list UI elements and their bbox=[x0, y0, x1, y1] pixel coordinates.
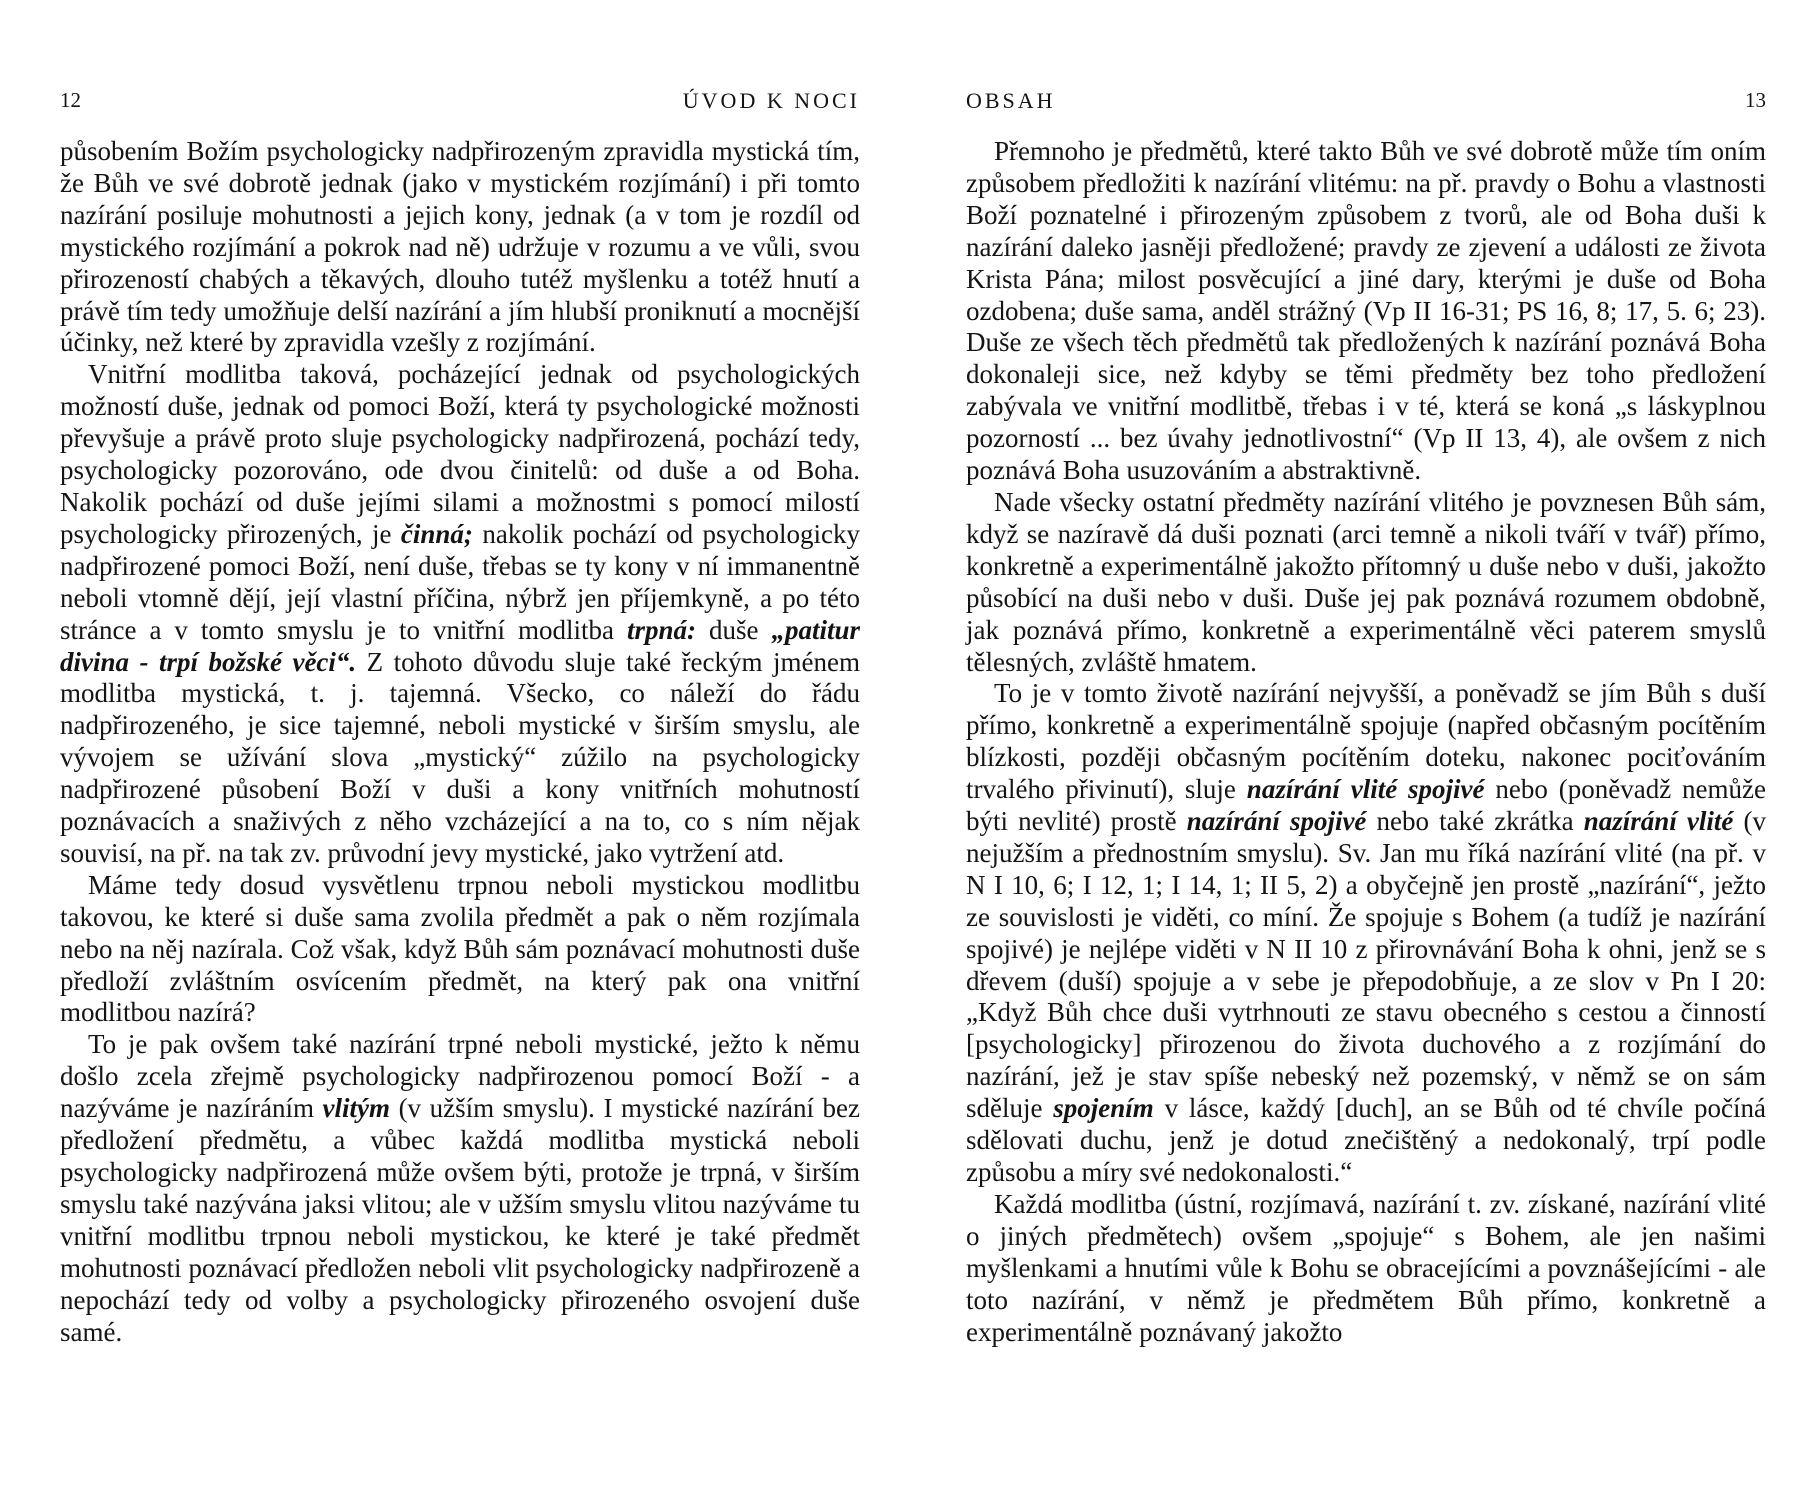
right-page bbox=[966, 0, 1766, 1500]
text-segment: v lásce, každý [duch], an se Bůh od té chvíle počíná sdělovati duchu, jenž je dotud znečištěný a nedokonalý, trpí podle způsobu a míry své nedokonalosti.“ bbox=[966, 1093, 1766, 1187]
page-body-text bbox=[60, 136, 860, 1348]
text-segment: To je v tomto životě nazírání nejvyšší, a poněvadž se jím Bůh s duší přímo, konkretně a experimentálně spojuje (napřed občasným pocítěním blízkosti, později občasným pocítěním doteku, nakonec pociťováním trvalého přivinutí), sluje bbox=[966, 678, 1766, 805]
text-segment: nebo také zkrátka bbox=[1366, 806, 1584, 837]
text-segment: (v nejužším a přednostním smyslu). Sv. Jan mu říká nazírání vlité (na př. v N I 10, 6; I 12, 1; I 14, 1; II 5, 2) a obyčejně jen prostě „nazírání“, ježto ze souvislosti je viděti, co míní. Že spojuje s Bohem (a tudíž je nazírání spojivé) je nejlépe viděti v N II 10 z přirovnávání Boha k ohni, jenž se s dřevem (duší) spojuje a v sebe je přepodobňuje, a ze slov v Pn I 20: „Když Bůh chce duši vytrhnouti ze stavu obecného s cestou a činností [psychologicky] přirozenou do života duchového a z rozjímání do nazírání, jež je stav spíše nebeský než pozemský, v němž se on sám sděluje bbox=[966, 806, 1767, 1124]
text-segment: Přemnoho je předmětů, které takto Bůh ve své dobrotě může tím oním způsobem předložiti k nazírání vlitému: na př. pravdy o Bohu a vlastnosti Boží poznatelné i přirozeným způsobem z tvorů, ale od Boha duši k nazírání daleko jasněji předložené; pravdy ze zjevení a události ze života Krista Pána; milost posvěcující a jiné dary, kterými je duše od Boha ozdobena; duše sama, anděl strážný (Vp II 16-31; PS 16, 8; 17, 5. 6; 23). Duše ze všech těch předmětů tak předložených k nazírání poznává Boha dokonaleji sice, než kdyby se těmi předměty bez toho předložení zabývala ve vnitřní modlitbě, třebas i v té, která se koná „s láskyplnou pozorností ... bez úvahy jednotlivostní“ (Vp II 13, 4), ale ovšem z nich poznává Boha usuzováním a abstraktivně. bbox=[966, 136, 1766, 486]
running-title: ÚVOD K NOCI bbox=[682, 88, 860, 113]
emphasis-text: trpná: bbox=[626, 614, 696, 645]
paragraph bbox=[60, 870, 860, 1030]
page-body-text bbox=[966, 136, 1766, 1348]
running-head bbox=[966, 88, 1766, 118]
paragraph bbox=[60, 359, 860, 870]
page-number: 12 bbox=[60, 88, 81, 112]
text-segment: působením Božím psychologicky nadpřirozeným zpravidla mystická tím, že Bůh ve své dobrotě jednak (jako v mystickém rozjímání) i při tomto nazírání posiluje mohutnosti a jejich kony, jednak (a v tom je rozdíl od mystického rozjímání a pokrok nad ně) udržuje v rozumu a ve vůli, svou přirozeností chabých a těkavých, dlouho tutéž myšlenku a totéž hnutí a právě tím tedy umožňuje delší nazírání a jím hlubší proniknutí a mocnější účinky, než které by zpravidla vzešly z rozjímání. bbox=[60, 136, 860, 358]
paragraph bbox=[966, 678, 1766, 1189]
emphasis-text: nazírání vlité bbox=[1583, 806, 1734, 837]
text-segment: To je pak ovšem také nazírání trpné neboli mystické, ježto k němu došlo zcela zřejmě psychologicky nadpřirozenou pomocí Boží - a nazýváme je nazíráním bbox=[60, 1029, 860, 1124]
text-segment: nebo (poněvadž nemůže býti nevlité) prostě bbox=[966, 774, 1767, 837]
text-segment: Vnitřní modlitba taková, pocházející jednak od psychologických možností duše, jednak od pomoci Boží, která ty psychologické možnosti převyšuje a právě proto sluje psychologicky nadpřirozená, pochází tedy, psychologicky pozorováno, ode dvou činitelů: od duše a od Boha. Nakolik pochází od duše jejími silami a možnostmi s pomocí milostí psychologicky přirozených, je bbox=[60, 359, 860, 549]
text-segment: Každá modlitba (ústní, rozjímavá, nazírání t. zv. získané, nazírání vlité o jiných předmětech) ovšem „spojuje“ s Bohem, ale jen našimi myšlenkami a hnutími vůle k Bohu se obracejícími a povznášejícími - ale toto nazírání, v němž je předmětem Bůh přímo, konkretně a experimentálně poznávaný jakožto bbox=[966, 1188, 1766, 1347]
running-head bbox=[60, 88, 860, 118]
page-number: 13 bbox=[1745, 88, 1766, 112]
emphasis-text: činná; bbox=[400, 518, 473, 549]
paragraph bbox=[60, 1029, 860, 1348]
paragraph bbox=[966, 136, 1766, 487]
left-page bbox=[60, 0, 860, 1500]
emphasis-text: nazírání spojivé bbox=[1186, 806, 1367, 837]
emphasis-text: nazírání vlité spojivé bbox=[1246, 774, 1485, 805]
paragraph bbox=[60, 136, 860, 359]
emphasis-text: „patitur divina - trpí božské věci“. bbox=[60, 614, 860, 677]
paragraph bbox=[966, 487, 1766, 678]
running-title: OBSAH bbox=[966, 88, 1056, 113]
emphasis-text: vlitým bbox=[322, 1093, 391, 1124]
text-segment: (v užším smyslu). I mystické nazírání bez předložení předmětu, a vůbec každá modlitba mystická neboli psychologicky nadpřirozená může ovšem býti, protože je trpná, v širším smyslu také nazývána jaksi vlitou; ale v užším smyslu vlitou nazýváme tu vnitřní modlitbu trpnou neboli mystickou, ke které je také předmět mohutnosti poznávací předložen neboli vlit psychologicky nadpřirozeně a nepochází tedy od volby a psychologicky přirozeného osvojení duše samé. bbox=[60, 1093, 860, 1347]
text-segment: Máme tedy dosud vysvětlenu trpnou neboli mystickou modlitbu takovou, ke které si duše sama zvolila předmět a pak o něm rozjímala nebo na něj nazírala. Což však, když Bůh sám poznávací mohutnosti duše předloží zvláštním osvícením předmět, na který pak ona vnitřní modlitbou nazírá? bbox=[60, 869, 860, 1028]
paragraph bbox=[966, 1189, 1766, 1349]
text-segment: nakolik pochází od psychologicky nadpřirozené pomoci Boží, není duše, třebas se ty kony v ní immanentně neboli vtomně dějí, její vlastní příčina, nýbrž jen příjemkyně, a po této stránce a v tomto smyslu je to vnitřní modlitba bbox=[60, 518, 861, 645]
text-segment: Nade všecky ostatní předměty nazírání vlitého je povznesen Bůh sám, když se nazíravě dá duši poznati (arci temně a nikoli tváří v tvář) přímo, konkretně a experimentálně jakožto přítomný u duše nebo v duši, jakožto působící na duši nebo v duši. Duše jej pak poznává rozumem obdobně, jak poznává přímo, konkretně a experimentálně věci paterem smyslů tělesných, zvláště hmatem. bbox=[966, 486, 1766, 677]
text-segment: Z tohoto důvodu sluje také řeckým jménem modlitba mystická, t. j. tajemná. Všecko, co náleží do řádu nadpřirozeného, je sice tajemné, neboli mystické v širším smyslu, ale vývojem se užívání slova „mystický“ zúžilo na psychologicky nadpřirozené působení Boží v duši a kony vnitřních mohutností poznávacích a snaživých z něho vzcházející a na to, co s ním nějak souvisí, na př. na tak zv. průvodní jevy mystické, jako vytržení atd. bbox=[60, 646, 860, 868]
text-segment: duše bbox=[695, 614, 772, 645]
emphasis-text: spojením bbox=[1053, 1093, 1154, 1124]
